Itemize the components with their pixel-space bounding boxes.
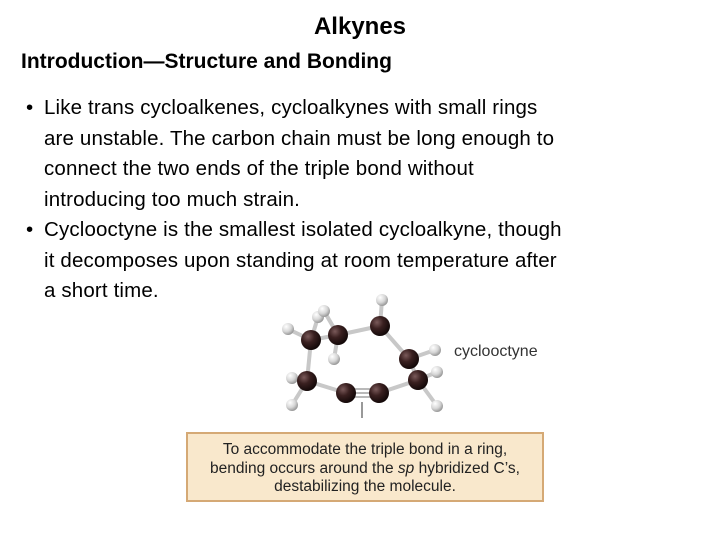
bullet-item [26, 93, 706, 215]
molecule-label: cyclooctyne [454, 343, 538, 360]
callout-line-2 [188, 460, 542, 479]
bullet-1-line-4: introducing too much strain. [44, 187, 301, 211]
callout-line-1: To accommodate the triple bond in a ring, [222, 441, 508, 458]
slide-title: Alkynes [313, 13, 407, 40]
bullet-2-line-1: Cyclooctyne is the smallest isolated cycloalkyne, though [44, 218, 562, 241]
callout-box [186, 432, 544, 502]
bullet-1-line-3: connect the two ends of the triple bond without [44, 157, 474, 180]
bullet-dot: • [26, 96, 34, 119]
callout-line-2-pre: bending occurs around the [210, 459, 398, 477]
bullet-2-line-2: it decomposes upon standing at room temperature after [44, 248, 557, 272]
callout-line-3: destabilizing the molecule. [274, 478, 456, 495]
callout-sp-italic: sp [397, 459, 415, 477]
slide-subtitle: Introduction—Structure and Bonding [21, 50, 392, 73]
bullet-1-line-2: are unstable. The carbon chain must be long enough to [44, 126, 555, 150]
cyclooctyne-molecule-model [266, 288, 466, 418]
bullet-2-line-3: a short time. [44, 279, 159, 302]
callout-line-2-post: hybridized C’s, [414, 459, 520, 477]
bullet-dot: • [26, 218, 34, 241]
bullet-1-line-1: Like trans cycloalkenes, cycloalkynes with small rings [44, 96, 538, 119]
hydrogen-atoms [282, 294, 443, 412]
bullet-list [26, 93, 706, 307]
